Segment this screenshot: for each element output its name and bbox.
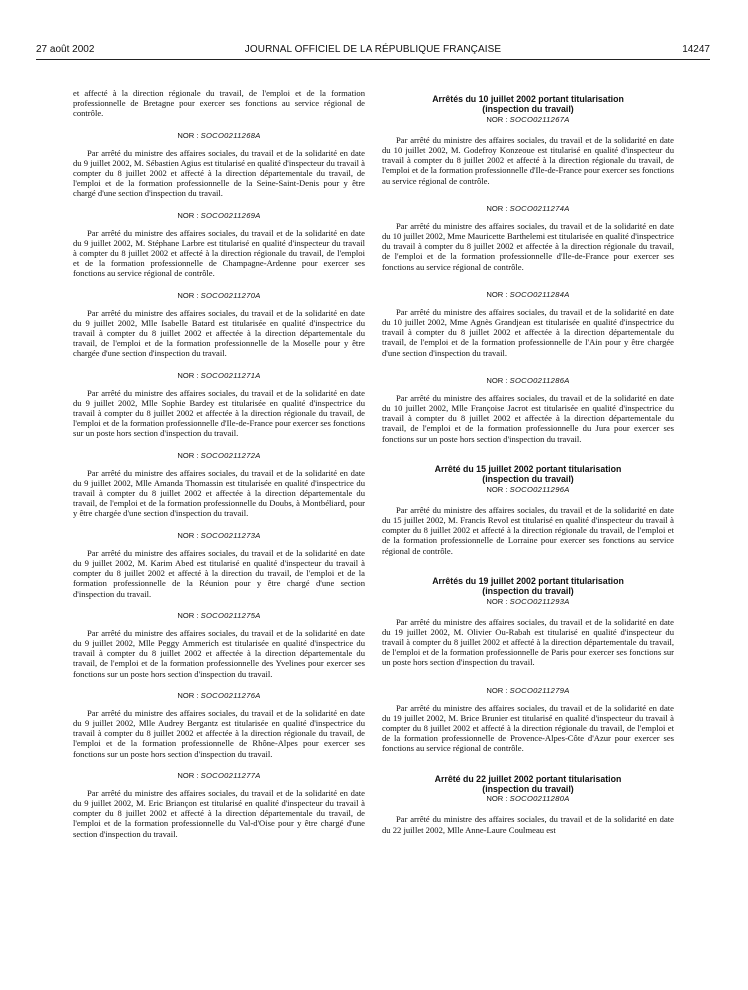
nor-line: NOR : SOCO0211276A <box>177 690 261 700</box>
arrete-paragraph: Par arrêté du ministre des affaires sociales, du travail et de la solidarité en date du 9 juillet 2002, Mlle Audrey Bergantz est titularisée en qualité d'inspectrice du travail à compter du 8 juillet 2002 et affectée à la direction régionale du travail, de l'emploi et de la formation professionnelle de Rhône-Alpes pour exercer ses fonctions sur un poste hors section d'inspection du travail. <box>73 707 365 759</box>
nor-line: NOR : SOCO0211279A <box>486 685 570 695</box>
nor-line: NOR : SOCO0211274A <box>486 203 570 213</box>
nor-line: NOR : SOCO0211280A <box>486 794 570 804</box>
nor-line: NOR : SOCO0211275A <box>177 610 261 620</box>
arrete-paragraph: Par arrêté du ministre des affaires sociales, du travail et de la solidarité en date du 19 juillet 2002, M. Brice Brunier est titularisé en qualité d'inspecteur du travail à compter du 8 juillet 2002 et affecté à la direction régionale du travail, de l'emploi et de la formation professionnelle de Provence-Alpes-Côte d'Azur pour exercer ses fonctions au service régional de contrôle. <box>382 702 674 754</box>
nor-line: NOR : SOCO0211277A <box>177 770 261 780</box>
arrete-paragraph: Par arrêté du ministre des affaires sociales, du travail et de la solidarité en date du 9 juillet 2002, M. Karim Abed est titularisé en qualité d'inspecteur du travail à compter du 8 juillet 2002 et affecté à la direction du travail, de l'emploi et de la formation professionnelle de la Réunion pour y être chargé d'une section d'inspection du travail. <box>73 547 365 599</box>
nor-line: NOR : SOCO0211296A <box>486 484 570 494</box>
nor-line: NOR : SOCO0211286A <box>486 375 570 385</box>
arrete-paragraph: Par arrêté du ministre des affaires sociales, du travail et de la solidarité en date du 9 juillet 2002, M. Stéphane Larbre est titularisé en qualité d'inspecteur du travail à compter du 8 juillet 2002 et affecté à la direction régionale du travail, de l'emploi et de la formation professionnelle de Champagne-Ardenne pour exercer ses fonctions au service régional de contrôle. <box>73 227 365 279</box>
section-heading: Arrêtés du 10 juillet 2002 portant titularisation (inspection du travail) <box>432 94 624 115</box>
header-rule <box>36 59 710 60</box>
section-heading: Arrêtés du 19 juillet 2002 portant titularisation (inspection du travail) <box>432 575 624 597</box>
arrete-paragraph: Par arrêté du ministre des affaires sociales, du travail et de la solidarité en date du 10 juillet 2002, M. Godefroy Konzeoue est titularisé en qualité d'inspecteur du travail à compter du 8 juillet 2002 et affecté à la direction régionale du travail, de l'emploi et de la formation professionnelle d'Ile-de-France pour exercer ses fonctions au service régional de contrôle. <box>382 134 674 186</box>
arrete-paragraph: Par arrêté du ministre des affaires sociales, du travail et de la solidarité en date du 10 juillet 2002, Mme Mauricette Barthelemi est titularisée en qualité d'inspectrice du travail à compter du 8 juillet 2002 et affectée à la direction régionale du travail, de l'emploi et de la formation professionnelle d'Ile-de-France pour exercer ses fonctions au service régional de contrôle. <box>382 220 674 272</box>
arrete-paragraph: Par arrêté du ministre des affaires sociales, du travail et de la solidarité en date du 10 juillet 2002, Mme Agnès Grandjean est titularisée en qualité d'inspectrice du travail à compter du 8 juillet 2002 et affectée à la direction départementale du travail, de l'emploi et de la formation professionnelle de l'Ain pour y être chargée d'une section d'inspection du travail. <box>382 306 674 358</box>
journal-title: JOURNAL OFFICIEL DE LA RÉPUBLIQUE FRANÇAISE <box>244 44 502 55</box>
arrete-paragraph: Par arrêté du ministre des affaires sociales, du travail et de la solidarité en date du 10 juillet 2002, Mlle Françoise Jacrot est titularisée en qualité d'inspectrice du travail à compter du 8 juillet 2002 et affectée à la direction départementale du travail, de l'emploi et de la formation professionnelle du Jura pour exercer ses fonctions sur un poste hors section d'inspection du travail. <box>382 392 674 444</box>
arrete-paragraph: Par arrêté du ministre des affaires sociales, du travail et de la solidarité en date du 22 juillet 2002, Mlle Anne-Laure Coulmeau est <box>382 814 674 835</box>
nor-line: NOR : SOCO0211284A <box>486 289 570 299</box>
right-column <box>382 88 674 835</box>
nor-line: NOR : SOCO0211268A <box>177 130 261 140</box>
arrete-paragraph: Par arrêté du ministre des affaires sociales, du travail et de la solidarité en date du 9 juillet 2002, Mlle Sophie Bardey est titularisée en qualité d'inspectrice du travail à compter du 8 juillet 2002 et affectée à la direction régionale du travail, de l'emploi et de la formation professionnelle d'Ile-de-France pour exercer ses fonctions sur un poste hors section d'inspection du travail. <box>73 387 365 439</box>
section-heading: Arrêté du 22 juillet 2002 portant titularisation (inspection du travail) <box>434 773 622 794</box>
nor-line: NOR : SOCO0211273A <box>177 530 261 540</box>
nor-line: NOR : SOCO0211272A <box>177 450 261 460</box>
arrete-paragraph: Par arrêté du ministre des affaires sociales, du travail et de la solidarité en date du 9 juillet 2002, Mlle Isabelle Batard est titularisée en qualité d'inspectrice du travail à compter du 8 juillet 2002 et affectée à la direction départementale du travail, de l'emploi et de la formation professionnelle de la Moselle pour y être chargée d'une section d'inspection du travail. <box>73 307 365 359</box>
arrete-paragraph: Par arrêté du ministre des affaires sociales, du travail et de la solidarité en date du 9 juillet 2002, Mlle Peggy Ammerich est titularisée en qualité d'inspectrice du travail à compter du 8 juillet 2002 et affectée à la direction départementale du travail, de l'emploi et de la formation professionnelle des Yvelines pour exercer ses fonctions sur un poste hors section d'inspection du travail. <box>73 627 365 679</box>
section-heading: Arrêté du 15 juillet 2002 portant titularisation (inspection du travail) <box>434 463 622 485</box>
arrete-paragraph: Par arrêté du ministre des affaires sociales, du travail et de la solidarité en date du 19 juillet 2002, M. Olivier Ou-Rabah est titularisé en qualité d'inspecteur du travail à compter du 8 juillet 2002 et affecté à la direction départementale du travail, de l'emploi et de la formation professionnelle de Paris pour exercer ses fonctions sur un poste hors section d'inspection du travail. <box>382 616 674 668</box>
issue-date: 27 août 2002 <box>36 44 95 55</box>
page-number: 14247 <box>682 44 710 55</box>
arrete-paragraph: Par arrêté du ministre des affaires sociales, du travail et de la solidarité en date du 9 juillet 2002, M. Sébastien Agius est titularisé en qualité d'inspecteur du travail à compter du 8 juillet 2002 et affecté à la direction départementale du travail, de l'emploi et de la formation professionnelle de la Seine-Saint-Denis pour y être chargé d'une section d'inspection du travail. <box>73 147 365 199</box>
nor-line: NOR : SOCO0211269A <box>177 210 261 220</box>
left-column <box>73 88 365 839</box>
nor-line: NOR : SOCO0211293A <box>486 596 570 606</box>
arrete-paragraph: Par arrêté du ministre des affaires sociales, du travail et de la solidarité en date du 9 juillet 2002, Mlle Amanda Thomassin est titularisée en qualité d'inspectrice du travail à compter du 8 juillet 2002 et affectée à la direction départementale du travail, de l'emploi et de la formation professionnelle du Doubs, à Montbéliard, pour y être chargée d'une section d'inspection du travail. <box>73 467 365 519</box>
nor-line: NOR : SOCO0211267A <box>486 114 570 124</box>
arrete-paragraph: Par arrêté du ministre des affaires sociales, du travail et de la solidarité en date du 15 juillet 2002, M. Francis Revol est titularisé en qualité d'inspecteur du travail à compter du 8 juillet 2002 et affecté à la direction régionale du travail, de l'emploi et de la formation professionnelle de Lorraine pour exercer ses fonctions au service régional de contrôle. <box>382 504 674 556</box>
nor-line: NOR : SOCO0211271A <box>177 370 261 380</box>
arrete-paragraph: et affecté à la direction régionale du travail, de l'emploi et de la formation professionnelle de Bretagne pour exercer ses fonctions au service régional de contrôle. <box>73 88 365 119</box>
page-header <box>36 44 710 58</box>
nor-line: NOR : SOCO0211270A <box>177 290 261 300</box>
arrete-paragraph: Par arrêté du ministre des affaires sociales, du travail et de la solidarité en date du 9 juillet 2002, M. Eric Briançon est titularisé en qualité d'inspecteur du travail à compter du 8 juillet 2002 et affecté à la direction départementale du travail, de l'emploi et de la formation professionnelle du Val-d'Oise pour y être chargé d'une section d'inspection du travail. <box>73 787 365 839</box>
